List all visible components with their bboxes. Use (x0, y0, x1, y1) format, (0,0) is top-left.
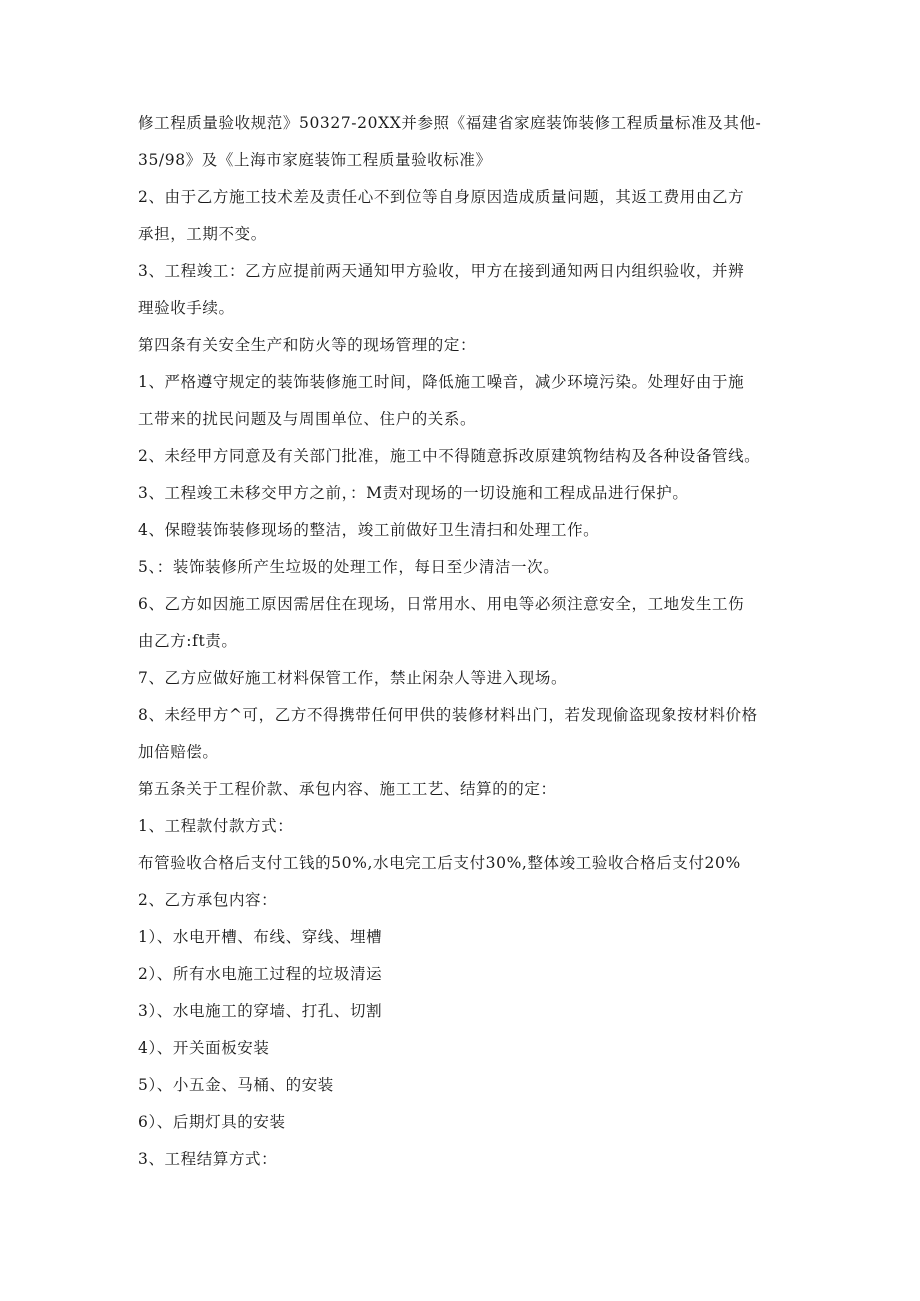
text-line-5: 3、工程竣工：乙方应提前两天通知甲方验收，甲方在接到通知两日内组织验收，并辨 (138, 262, 745, 280)
section-heading-4: 第四条有关安全生产和防火等的现场管理的定： (138, 336, 477, 354)
text-line-29: 3、工程结算方式： (138, 1150, 278, 1168)
text-line-6: 理验收手续。 (138, 299, 235, 317)
text-line-23: 1）、水电开槽、布线、穿线、埋槽 (138, 928, 383, 946)
text-line-2: 35/98》及《上海市家庭装饰工程质量验收标准》 (138, 151, 492, 169)
text-line-15: 由乙方:ft责。 (138, 632, 238, 650)
text-line-9: 工带来的扰民问题及与周围单位、住户的关系。 (138, 410, 477, 428)
text-line-26: 4）、开关面板安装 (138, 1039, 270, 1057)
text-line-11: 3、工程竣工未移交甲方之前，：M责对现场的一切设施和工程成品进行保护。 (138, 484, 689, 502)
text-line-25: 3）、水电施工的穿墙、打孔、切割 (138, 1002, 383, 1020)
text-line-28: 6）、后期灯具的安装 (138, 1113, 286, 1131)
text-line-13: 5、：装饰装修所产生垃圾的处理工作，每日至少清洁一次。 (138, 558, 560, 576)
text-line-17: 8、未经甲方^可，乙方不得携带任何甲供的装修材料出门，若发现偷盗现象按材料价格 (138, 706, 758, 724)
text-line-18: 加倍赔偿。 (138, 743, 219, 761)
text-line-24: 2）、所有水电施工过程的垃圾清运 (138, 965, 383, 983)
text-line-3: 2、由于乙方施工技术差及责任心不到位等自身原因造成质量问题，其返工费用由乙方 (138, 188, 745, 206)
text-line-8: 1、严格遵守规定的装饰装修施工时间，降低施工噪音，减少环境污染。处理好由于施 (138, 373, 745, 391)
text-line-27: 5）、小五金、马桶、的安装 (138, 1076, 334, 1094)
text-line-20: 1、工程款付款方式： (138, 817, 294, 835)
text-line-14: 6、乙方如因施工原因需居住在现场，日常用水、用电等必须注意安全，工地发生工伤 (138, 595, 745, 613)
text-line-12: 4、保瞪装饰装修现场的整洁，竣工前做好卫生清扫和处理工作。 (138, 521, 600, 539)
text-line-4: 承担，工期不变。 (138, 225, 267, 243)
text-line-22: 2、乙方承包内容： (138, 891, 278, 909)
text-line-10: 2、未经甲方同意及有关部门批准，施工中不得随意拆改原建筑物结构及各种设备管线。 (138, 447, 761, 465)
text-line-16: 7、乙方应做好施工材料保管工作，禁止闲杂人等进入现场。 (138, 669, 568, 687)
text-line-1: 修工程质量验收规范》50327-20XX并参照《福建省家庭装饰装修工程质量标准及其他- (138, 114, 762, 132)
text-line-21: 布管验收合格后支付工钱的50%,水电完工后支付30%,整体竣工验收合格后支付20% (138, 854, 741, 872)
document-body (138, 113, 798, 1186)
section-heading-5: 第五条关于工程价款、承包内容、施工工艺、结算的的定： (138, 780, 557, 798)
